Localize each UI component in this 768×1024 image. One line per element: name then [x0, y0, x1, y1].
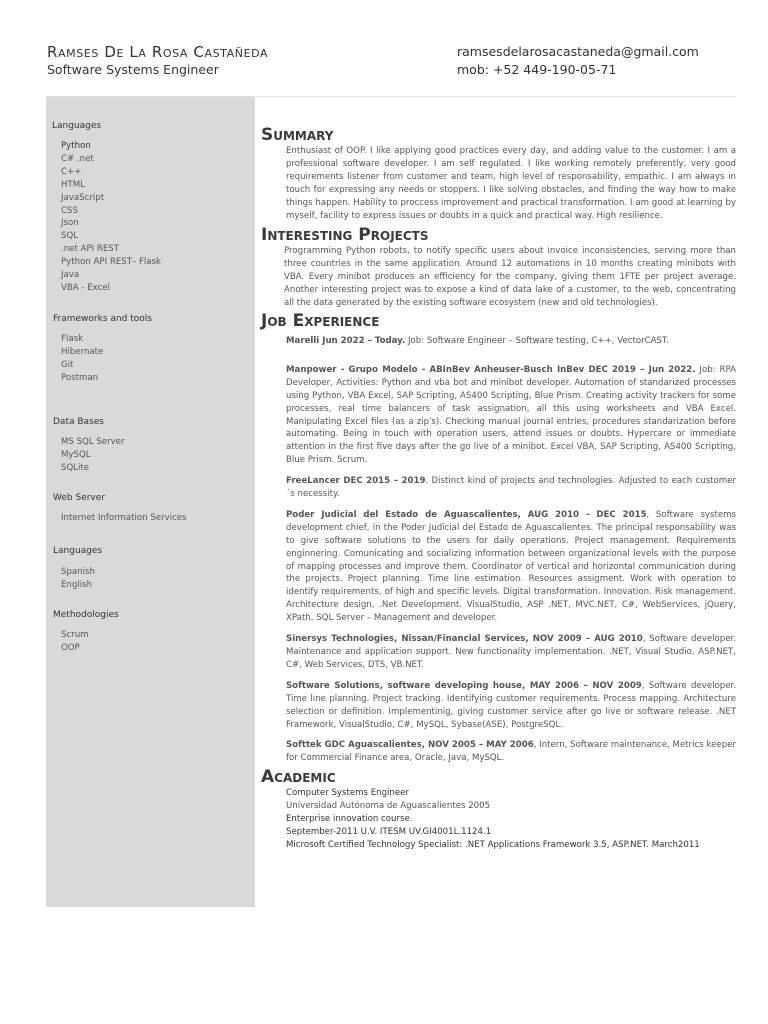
job-heading: Sinersys Technologies, Nissan/Financial Services, NOV 2009 – AUG 2010	[286, 634, 643, 645]
contact-email[interactable]: ramsesdelarosacastaneda@gmail.com	[457, 44, 699, 59]
contact-phone: mob: +52 449-190-05-71	[457, 62, 617, 77]
job-heading: Softtek GDC Aguascalientes, NOV 2005 – MAY 2006	[286, 740, 534, 751]
job-heading: FreeLancer DEC 2015 – 2019	[286, 476, 426, 487]
language-item: SQL	[61, 231, 79, 242]
methodology-item: Scrum	[61, 630, 89, 640]
resume-main-column	[261, 125, 736, 852]
framework-item: Flask	[61, 334, 84, 344]
sidebar-heading-languages: Languages	[52, 121, 102, 131]
language-item: Java	[61, 270, 80, 281]
resume-job-title: Software Systems Engineer	[47, 62, 219, 77]
framework-item: Hibernate	[61, 346, 104, 357]
language-item: C# .net	[61, 153, 94, 164]
sidebar-heading-webserver: Web Server	[53, 493, 105, 503]
webserver-item: Internet Information Services	[61, 513, 187, 523]
section-title-experience: Job Experience	[261, 310, 380, 331]
job-description: Job: RPA Developer, Activities: Python and vba bot and minibot developer. Automation of standarized processes using Python, VBA Excel, SAP Scripting, AS400 Scripting, Blue Prism. Creating activity trackers for some processes, real time balancers of task assignation, all this using worksheets and VBA Excel. Manipulating Excel files (as a zip's). Checking manual journal entries, procedures standarization before automating. Being in touch with operation users, attend issues or doubts. Hypercare or immediate attention in the first five days after the go live of a minibot. Excel VBA, SAP Scripting, AS400 Scripting, Blue Prism. Scrum.	[286, 364, 736, 466]
job-entry	[286, 364, 736, 467]
section-title-summary: Summary	[261, 125, 334, 145]
job-entry	[286, 739, 736, 765]
job-entry	[286, 633, 736, 672]
spoken-languages-list	[61, 566, 95, 592]
sidebar-heading-frameworks: Frameworks and tools	[53, 314, 152, 324]
academic-line: Universidad Autónoma de Aguascalientes 2005	[286, 801, 491, 812]
sidebar-heading-methodologies: Methodologies	[53, 610, 119, 620]
language-item: Json	[61, 218, 79, 229]
frameworks-list	[61, 333, 103, 385]
job-description: , Software developer. Time line planning. Project tracking. Identifying customer requirements. Process mapping. Architecture selection or definition. Implementinig, giving customer service after go live or software release. .NET Framework, VisualStudio, C#, MySQL, Sybase(ASE), PostgreSQL.	[286, 680, 736, 730]
academic-line: September-2011 U.V. ITESM UV.GI4001L.1124.1	[286, 826, 492, 837]
sidebar-heading-databases: Data Bases	[53, 417, 104, 427]
spoken-language-item: English	[61, 579, 93, 590]
job-description: Job: Software Engineer – Software testing, C++, VectorCAST.	[405, 335, 669, 346]
methodology-item: OOP	[61, 642, 80, 653]
database-item: MySQL	[61, 449, 91, 460]
job-description: , Intern, Software maintenance, Metrics keeper for Commercial Finance area, Oracle, Java, MySQL.	[286, 740, 736, 764]
job-entry	[286, 509, 736, 625]
language-item: JavaScript	[61, 192, 105, 203]
language-item: C++	[61, 166, 82, 177]
language-item: .net API REST	[61, 244, 119, 255]
framework-item: Git	[61, 359, 74, 370]
language-item: CSS	[61, 205, 78, 216]
methodologies-list	[61, 629, 89, 655]
skills-sidebar	[46, 97, 255, 907]
academic-line: Microsoft Certified Technology Specialist: .NET Applications Framework 3.5, ASP.NET. March2011	[286, 839, 700, 850]
job-description: . Distinct kind of projects and technologies. Adjusted to each customer´s necessity.	[286, 476, 737, 500]
resume-name: Ramses De La Rosa Castañeda	[47, 43, 269, 61]
database-item: MS SQL Server	[61, 437, 125, 447]
job-entry	[286, 680, 736, 732]
spoken-language-item: Spanish	[61, 567, 95, 577]
job-heading: Marelli Jun 2022 – Today.	[286, 335, 406, 346]
job-entry	[286, 475, 736, 501]
academic-line: Enterprise innovation course.	[286, 814, 413, 825]
job-description: , Software developer. Maintenance and application support. New functionality implementation. .NET, Visual Studio, ASP.NET, C#, Web Services, DTS, VB.NET.	[286, 634, 736, 670]
language-item: Python API REST– Flask	[61, 257, 162, 268]
job-entry	[286, 335, 736, 348]
projects-text: Programming Python robots, to notify specific users about invoice inconsistencies, serving more than three countries in the same application. Around 12 automations in 10 months creating minibots with VBA. Every minibot produces an efficiency for the company, giving them 1FTE per project average. Another interesting project was to expose a kind of data lake of a customer, to the web, concentrating all the data generated by the existing software ecosystem (new and old technologies).	[284, 246, 736, 309]
job-heading: Manpower - Grupo Modelo - ABInBev Anheuser-Busch InBev DEC 2019 – Jun 2022.	[286, 364, 696, 375]
sidebar-heading-spoken-languages: Languages	[53, 546, 103, 556]
programming-languages-list	[61, 140, 161, 295]
database-item: SQLite	[61, 462, 90, 473]
framework-item: Postman	[61, 372, 99, 383]
section-title-academic: Academic	[261, 767, 336, 788]
section-title-projects: Interesting Projects	[261, 225, 429, 246]
language-item: HTML	[61, 179, 85, 190]
job-heading: Poder Judicial del Estado de Aguascalientes, AUG 2010 - DEC 2015	[286, 509, 647, 520]
academic-list	[286, 787, 736, 852]
databases-list	[61, 436, 125, 475]
academic-line: Computer Systems Engineer	[286, 788, 409, 799]
job-heading: Software Solutions, software developing house, MAY 2006 – NOV 2009	[286, 680, 642, 691]
job-description: , Software systems development chief, in the Poder Judicial del Estado de Aguascalientes. The principal responsability was to give software solutions to the users for daily operations. Project management. Requirements enginnering. Comunicating and socializing information between organizational levels with the purpose of mapping processes and improve them. Coordinator of vertical and horizontal communication during the projects. Project planning. Time line estimation. Resources assigment. Work with operation to identify requirements, of high and specific levels. Digital transformation. Innovation. Risk management. Architecture design, .Net Development. VisualStudio, ASP .NET, MVC.NET, C#, WebServices, jQuery, XPath, SQL Server – Management and developer.	[286, 509, 736, 624]
language-item: VBA - Excel	[61, 282, 110, 293]
summary-text: Enthusiast of OOP. I like applying good practices every day, and adding value to the customer. I am a professional software developer. I am self regulated. I like working remotely preferently, very good requirements listener from customer and team, high level of responsability, empathic. I am always in touch for expressing any needs or stoppers. I like solving obstacles, and finding the way how to make things happen. Hability to proccess improvement and practical transformation. I am good at learning by myself, facility to express issues or doubts in a quick and practical way. High resilience.	[286, 146, 736, 221]
webserver-list	[61, 512, 187, 525]
language-item: Python	[61, 141, 91, 151]
